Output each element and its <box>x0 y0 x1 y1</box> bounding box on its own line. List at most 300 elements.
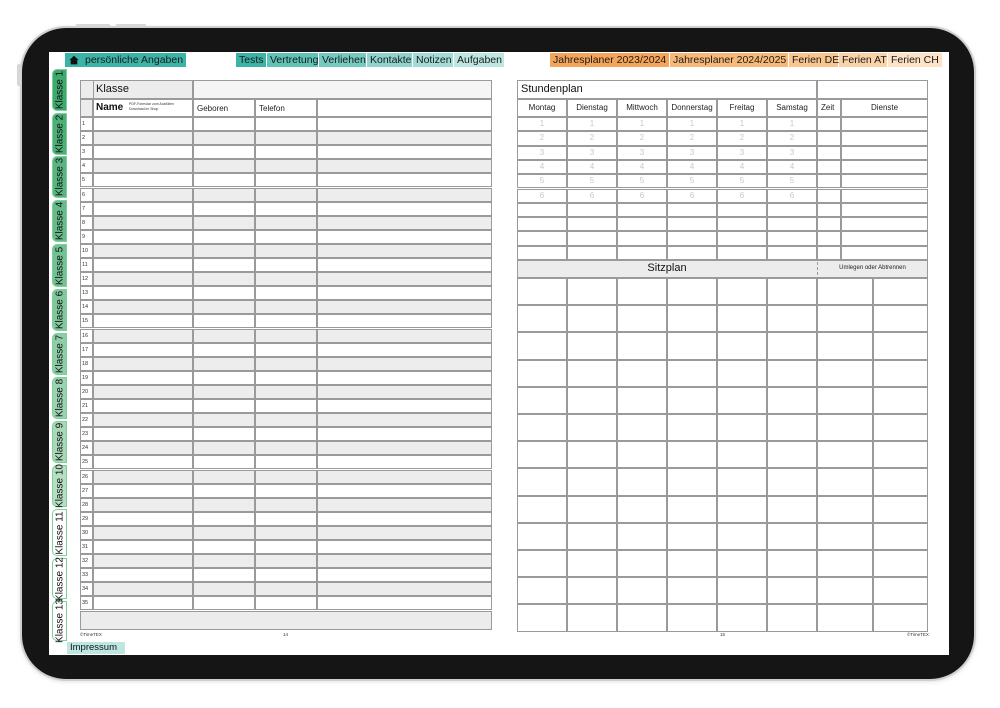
timetable-cell[interactable] <box>567 217 617 231</box>
student-row-cell[interactable] <box>255 145 317 159</box>
student-row-cell[interactable] <box>317 117 492 131</box>
student-row-cell[interactable] <box>193 244 255 258</box>
student-row-cell[interactable] <box>93 498 193 512</box>
student-row-cell[interactable] <box>317 314 492 328</box>
seat-cell[interactable] <box>667 332 717 359</box>
student-row-cell[interactable] <box>317 385 492 399</box>
student-row-cell[interactable] <box>93 216 193 230</box>
tab-ferien-at[interactable]: Ferien AT <box>839 53 888 67</box>
timetable-cell[interactable] <box>717 231 767 245</box>
student-row-cell[interactable] <box>255 173 317 187</box>
dienste-cell[interactable] <box>841 174 928 188</box>
student-row-cell[interactable] <box>255 117 317 131</box>
seat-cell[interactable] <box>617 496 667 523</box>
seat-cell[interactable] <box>667 414 717 441</box>
seat-cell[interactable] <box>617 441 667 468</box>
student-row-cell[interactable] <box>93 117 193 131</box>
student-row-cell[interactable] <box>255 272 317 286</box>
student-row-cell[interactable] <box>317 568 492 582</box>
student-row-cell[interactable] <box>93 441 193 455</box>
tab-ferien-ch[interactable]: Ferien CH <box>888 53 943 67</box>
student-row-cell[interactable] <box>93 413 193 427</box>
student-row-cell[interactable] <box>193 314 255 328</box>
tab-notizen[interactable]: Notizen <box>413 53 454 67</box>
student-row-cell[interactable] <box>255 526 317 540</box>
student-row-cell[interactable] <box>317 427 492 441</box>
student-row-cell[interactable] <box>255 568 317 582</box>
student-row-cell[interactable] <box>317 258 492 272</box>
student-row-cell[interactable] <box>93 470 193 484</box>
seat-cell[interactable] <box>517 305 567 332</box>
student-row-cell[interactable] <box>93 258 193 272</box>
seat-cell[interactable] <box>517 332 567 359</box>
student-row-cell[interactable] <box>317 484 492 498</box>
seat-cell[interactable] <box>667 577 717 604</box>
dienste-cell[interactable] <box>841 117 928 131</box>
student-row-cell[interactable] <box>93 145 193 159</box>
timetable-cell[interactable] <box>767 246 817 260</box>
student-row-cell[interactable] <box>255 512 317 526</box>
seat-cell[interactable] <box>717 414 767 441</box>
seat-cell[interactable] <box>717 305 767 332</box>
zeit-cell[interactable] <box>817 117 841 131</box>
timetable-cell[interactable] <box>567 203 617 217</box>
seat-cell[interactable] <box>817 523 873 550</box>
dienste-cell[interactable] <box>841 160 928 174</box>
zeit-cell[interactable] <box>817 217 841 231</box>
student-row-cell[interactable] <box>255 357 317 371</box>
student-row-cell[interactable] <box>93 286 193 300</box>
seat-cell[interactable] <box>767 604 817 631</box>
dienste-cell[interactable] <box>841 203 928 217</box>
timetable-cell[interactable] <box>567 246 617 260</box>
sidebar-tab-klasse-13[interactable] <box>52 601 67 641</box>
tab-aufgaben[interactable]: Aufgaben <box>454 53 505 67</box>
student-row-cell[interactable] <box>193 343 255 357</box>
student-row-cell[interactable] <box>193 512 255 526</box>
seat-cell[interactable] <box>567 305 617 332</box>
timetable-cell[interactable] <box>717 203 767 217</box>
student-row-cell[interactable] <box>193 568 255 582</box>
seat-cell[interactable] <box>873 305 928 332</box>
seat-cell[interactable] <box>617 332 667 359</box>
seat-cell[interactable] <box>517 360 567 387</box>
seat-cell[interactable] <box>873 441 928 468</box>
student-row-cell[interactable] <box>193 117 255 131</box>
seat-cell[interactable] <box>767 305 817 332</box>
student-row-cell[interactable] <box>93 159 193 173</box>
student-row-cell[interactable] <box>255 131 317 145</box>
timetable-cell[interactable] <box>617 231 667 245</box>
student-row-cell[interactable] <box>317 371 492 385</box>
student-row-cell[interactable] <box>193 329 255 343</box>
student-row-cell[interactable] <box>317 399 492 413</box>
seat-cell[interactable] <box>567 387 617 414</box>
tab-kontakte[interactable]: Kontakte <box>367 53 413 67</box>
student-row-cell[interactable] <box>255 230 317 244</box>
student-row-cell[interactable] <box>93 540 193 554</box>
student-row-cell[interactable] <box>193 188 255 202</box>
seat-cell[interactable] <box>617 305 667 332</box>
seat-cell[interactable] <box>817 550 873 577</box>
seat-cell[interactable] <box>567 278 617 305</box>
seat-cell[interactable] <box>517 414 567 441</box>
student-row-cell[interactable] <box>193 357 255 371</box>
seat-cell[interactable] <box>873 468 928 495</box>
seat-cell[interactable] <box>873 414 928 441</box>
seat-cell[interactable] <box>873 360 928 387</box>
seat-cell[interactable] <box>817 468 873 495</box>
seat-cell[interactable] <box>817 332 873 359</box>
student-row-cell[interactable] <box>317 596 492 610</box>
seat-cell[interactable] <box>817 278 873 305</box>
student-row-cell[interactable] <box>317 159 492 173</box>
seat-cell[interactable] <box>717 441 767 468</box>
sidebar-tab-klasse-2[interactable] <box>52 113 67 155</box>
seat-cell[interactable] <box>617 414 667 441</box>
sidebar-tab-klasse-7[interactable] <box>52 333 67 375</box>
student-row-cell[interactable] <box>193 230 255 244</box>
timetable-cell[interactable] <box>517 231 567 245</box>
student-row-cell[interactable] <box>255 202 317 216</box>
student-row-cell[interactable] <box>93 244 193 258</box>
student-row-cell[interactable] <box>193 216 255 230</box>
timetable-cell[interactable] <box>667 217 717 231</box>
tab-ferien-de[interactable]: Ferien DE <box>789 53 839 67</box>
student-row-cell[interactable] <box>255 413 317 427</box>
seat-cell[interactable] <box>667 604 717 631</box>
seat-cell[interactable] <box>517 550 567 577</box>
seat-cell[interactable] <box>717 360 767 387</box>
timetable-cell[interactable] <box>617 203 667 217</box>
student-row-cell[interactable] <box>317 329 492 343</box>
student-row-cell[interactable] <box>255 385 317 399</box>
student-row-cell[interactable] <box>93 230 193 244</box>
student-row-cell[interactable] <box>317 455 492 469</box>
tab-personal[interactable] <box>65 53 187 67</box>
student-row-cell[interactable] <box>193 131 255 145</box>
student-row-cell[interactable] <box>255 244 317 258</box>
student-row-cell[interactable] <box>93 329 193 343</box>
seat-cell[interactable] <box>667 441 717 468</box>
seat-cell[interactable] <box>873 496 928 523</box>
student-row-cell[interactable] <box>255 427 317 441</box>
seat-cell[interactable] <box>617 604 667 631</box>
zeit-cell[interactable] <box>817 246 841 260</box>
student-row-cell[interactable] <box>93 455 193 469</box>
student-row-cell[interactable] <box>93 188 193 202</box>
seat-cell[interactable] <box>617 550 667 577</box>
tab-tests[interactable]: Tests <box>236 53 267 67</box>
seat-cell[interactable] <box>767 523 817 550</box>
seat-cell[interactable] <box>667 523 717 550</box>
student-row-cell[interactable] <box>193 159 255 173</box>
student-row-cell[interactable] <box>193 596 255 610</box>
student-row-cell[interactable] <box>255 554 317 568</box>
student-row-cell[interactable] <box>193 498 255 512</box>
seat-cell[interactable] <box>817 496 873 523</box>
dienste-cell[interactable] <box>841 231 928 245</box>
seat-cell[interactable] <box>873 387 928 414</box>
student-row-cell[interactable] <box>193 540 255 554</box>
student-row-cell[interactable] <box>255 455 317 469</box>
zeit-cell[interactable] <box>817 189 841 203</box>
student-row-cell[interactable] <box>255 441 317 455</box>
student-row-cell[interactable] <box>255 300 317 314</box>
student-row-cell[interactable] <box>317 582 492 596</box>
student-row-cell[interactable] <box>193 554 255 568</box>
seat-cell[interactable] <box>767 360 817 387</box>
seat-cell[interactable] <box>717 604 767 631</box>
dienste-cell[interactable] <box>841 131 928 145</box>
seat-cell[interactable] <box>817 360 873 387</box>
seat-cell[interactable] <box>667 278 717 305</box>
student-row-cell[interactable] <box>93 427 193 441</box>
timetable-cell[interactable] <box>617 246 667 260</box>
seat-cell[interactable] <box>817 414 873 441</box>
student-row-cell[interactable] <box>255 188 317 202</box>
seat-cell[interactable] <box>767 441 817 468</box>
seat-cell[interactable] <box>567 496 617 523</box>
seat-cell[interactable] <box>873 278 928 305</box>
seat-cell[interactable] <box>617 468 667 495</box>
student-row-cell[interactable] <box>93 131 193 145</box>
klasse-input[interactable] <box>193 80 492 99</box>
zeit-cell[interactable] <box>817 203 841 217</box>
student-row-cell[interactable] <box>317 286 492 300</box>
student-row-cell[interactable] <box>255 343 317 357</box>
timetable-cell[interactable] <box>767 217 817 231</box>
student-row-cell[interactable] <box>255 470 317 484</box>
seat-cell[interactable] <box>817 441 873 468</box>
student-row-cell[interactable] <box>93 385 193 399</box>
student-row-cell[interactable] <box>93 512 193 526</box>
sidebar-tab-klasse-1[interactable] <box>52 69 67 111</box>
student-row-cell[interactable] <box>255 314 317 328</box>
student-row-cell[interactable] <box>193 470 255 484</box>
dienste-cell[interactable] <box>841 189 928 203</box>
student-row-cell[interactable] <box>193 399 255 413</box>
seat-cell[interactable] <box>717 550 767 577</box>
seat-cell[interactable] <box>767 496 817 523</box>
seat-cell[interactable] <box>767 414 817 441</box>
student-row-cell[interactable] <box>193 427 255 441</box>
tab-vertretung[interactable]: Vertretung <box>267 53 319 67</box>
student-row-cell[interactable] <box>317 188 492 202</box>
student-row-cell[interactable] <box>317 554 492 568</box>
seat-cell[interactable] <box>567 523 617 550</box>
timetable-cell[interactable] <box>567 231 617 245</box>
student-row-cell[interactable] <box>193 455 255 469</box>
student-row-cell[interactable] <box>317 413 492 427</box>
student-row-cell[interactable] <box>317 512 492 526</box>
seat-cell[interactable] <box>567 577 617 604</box>
sidebar-tab-klasse-5[interactable] <box>52 244 67 287</box>
seat-cell[interactable] <box>873 523 928 550</box>
student-row-cell[interactable] <box>93 568 193 582</box>
student-row-cell[interactable] <box>317 526 492 540</box>
student-row-cell[interactable] <box>193 526 255 540</box>
timetable-cell[interactable] <box>617 217 667 231</box>
student-row-cell[interactable] <box>193 145 255 159</box>
seat-cell[interactable] <box>617 278 667 305</box>
seat-cell[interactable] <box>517 441 567 468</box>
seat-cell[interactable] <box>767 332 817 359</box>
seat-cell[interactable] <box>767 278 817 305</box>
sidebar-tab-klasse-12[interactable] <box>52 558 67 599</box>
sidebar-tab-klasse-10[interactable] <box>52 465 67 507</box>
seat-cell[interactable] <box>717 523 767 550</box>
student-row-cell[interactable] <box>93 554 193 568</box>
student-row-cell[interactable] <box>193 202 255 216</box>
student-row-cell[interactable] <box>317 272 492 286</box>
seat-cell[interactable] <box>517 468 567 495</box>
timetable-cell[interactable] <box>767 231 817 245</box>
student-row-cell[interactable] <box>317 357 492 371</box>
impressum-link[interactable]: Impressum <box>67 642 125 654</box>
student-row-cell[interactable] <box>193 258 255 272</box>
seat-cell[interactable] <box>767 577 817 604</box>
dienste-cell[interactable] <box>841 146 928 160</box>
seat-cell[interactable] <box>617 360 667 387</box>
tab-jahresplaner-2024[interactable]: Jahresplaner 2024/2025 <box>670 53 789 67</box>
sidebar-tab-klasse-4[interactable] <box>52 200 67 242</box>
student-row-cell[interactable] <box>193 371 255 385</box>
student-row-cell[interactable] <box>255 540 317 554</box>
seat-cell[interactable] <box>717 387 767 414</box>
seat-cell[interactable] <box>567 468 617 495</box>
sidebar-tab-klasse-6[interactable] <box>52 289 67 331</box>
seat-cell[interactable] <box>817 387 873 414</box>
seat-cell[interactable] <box>567 441 617 468</box>
student-row-cell[interactable] <box>193 413 255 427</box>
student-row-cell[interactable] <box>317 131 492 145</box>
student-row-cell[interactable] <box>255 159 317 173</box>
student-row-cell[interactable] <box>255 258 317 272</box>
student-row-cell[interactable] <box>317 202 492 216</box>
student-row-cell[interactable] <box>255 286 317 300</box>
zeit-cell[interactable] <box>817 146 841 160</box>
seat-cell[interactable] <box>817 577 873 604</box>
student-row-cell[interactable] <box>193 300 255 314</box>
student-row-cell[interactable] <box>193 385 255 399</box>
seat-cell[interactable] <box>817 604 873 631</box>
seat-cell[interactable] <box>873 577 928 604</box>
seat-cell[interactable] <box>617 523 667 550</box>
seat-cell[interactable] <box>667 360 717 387</box>
seat-cell[interactable] <box>667 305 717 332</box>
seat-cell[interactable] <box>717 332 767 359</box>
timetable-cell[interactable] <box>667 203 717 217</box>
timetable-cell[interactable] <box>517 246 567 260</box>
seat-cell[interactable] <box>667 550 717 577</box>
seat-cell[interactable] <box>873 332 928 359</box>
student-row-cell[interactable] <box>193 441 255 455</box>
zeit-cell[interactable] <box>817 131 841 145</box>
seat-cell[interactable] <box>717 496 767 523</box>
student-row-cell[interactable] <box>317 441 492 455</box>
student-row-cell[interactable] <box>93 582 193 596</box>
student-row-cell[interactable] <box>93 484 193 498</box>
student-row-cell[interactable] <box>93 371 193 385</box>
zeit-cell[interactable] <box>817 174 841 188</box>
student-row-cell[interactable] <box>93 202 193 216</box>
seat-cell[interactable] <box>617 577 667 604</box>
seat-cell[interactable] <box>567 414 617 441</box>
sidebar-tab-klasse-3[interactable] <box>52 156 67 198</box>
timetable-cell[interactable] <box>717 246 767 260</box>
student-row-cell[interactable] <box>193 286 255 300</box>
tab-jahresplaner-2023[interactable]: Jahresplaner 2023/2024 <box>550 53 670 67</box>
student-row-cell[interactable] <box>317 343 492 357</box>
sidebar-tab-klasse-11[interactable] <box>52 509 67 556</box>
student-row-cell[interactable] <box>255 596 317 610</box>
sidebar-tab-klasse-9[interactable] <box>52 421 67 463</box>
timetable-cell[interactable] <box>667 246 717 260</box>
seat-cell[interactable] <box>667 387 717 414</box>
student-row-cell[interactable] <box>93 272 193 286</box>
seat-cell[interactable] <box>517 387 567 414</box>
student-row-cell[interactable] <box>255 498 317 512</box>
seat-cell[interactable] <box>617 387 667 414</box>
seat-cell[interactable] <box>667 468 717 495</box>
student-row-cell[interactable] <box>93 596 193 610</box>
student-row-cell[interactable] <box>93 526 193 540</box>
seat-cell[interactable] <box>517 278 567 305</box>
student-row-cell[interactable] <box>93 343 193 357</box>
student-row-cell[interactable] <box>255 399 317 413</box>
student-row-cell[interactable] <box>317 540 492 554</box>
seat-cell[interactable] <box>667 496 717 523</box>
seat-cell[interactable] <box>767 550 817 577</box>
seat-cell[interactable] <box>767 387 817 414</box>
zeit-cell[interactable] <box>817 231 841 245</box>
student-row-cell[interactable] <box>317 300 492 314</box>
student-row-cell[interactable] <box>193 272 255 286</box>
seat-cell[interactable] <box>517 496 567 523</box>
seat-cell[interactable] <box>717 278 767 305</box>
student-row-cell[interactable] <box>93 314 193 328</box>
seat-cell[interactable] <box>767 468 817 495</box>
timetable-cell[interactable] <box>667 231 717 245</box>
student-row-cell[interactable] <box>317 470 492 484</box>
student-row-cell[interactable] <box>93 399 193 413</box>
timetable-cell[interactable] <box>517 217 567 231</box>
seat-cell[interactable] <box>567 604 617 631</box>
seat-cell[interactable] <box>567 332 617 359</box>
timetable-cell[interactable] <box>517 203 567 217</box>
seat-cell[interactable] <box>517 523 567 550</box>
student-row-cell[interactable] <box>317 230 492 244</box>
student-row-cell[interactable] <box>255 329 317 343</box>
seat-cell[interactable] <box>517 577 567 604</box>
seat-cell[interactable] <box>517 604 567 631</box>
student-row-cell[interactable] <box>317 216 492 230</box>
zeit-cell[interactable] <box>817 160 841 174</box>
student-row-cell[interactable] <box>317 244 492 258</box>
student-row-cell[interactable] <box>255 216 317 230</box>
dienste-cell[interactable] <box>841 217 928 231</box>
seat-cell[interactable] <box>567 360 617 387</box>
student-row-cell[interactable] <box>93 357 193 371</box>
sidebar-tab-klasse-8[interactable] <box>52 377 67 419</box>
timetable-cell[interactable] <box>717 217 767 231</box>
student-row-cell[interactable] <box>193 582 255 596</box>
student-row-cell[interactable] <box>255 484 317 498</box>
student-row-cell[interactable] <box>93 173 193 187</box>
dienste-cell[interactable] <box>841 246 928 260</box>
student-row-cell[interactable] <box>193 173 255 187</box>
